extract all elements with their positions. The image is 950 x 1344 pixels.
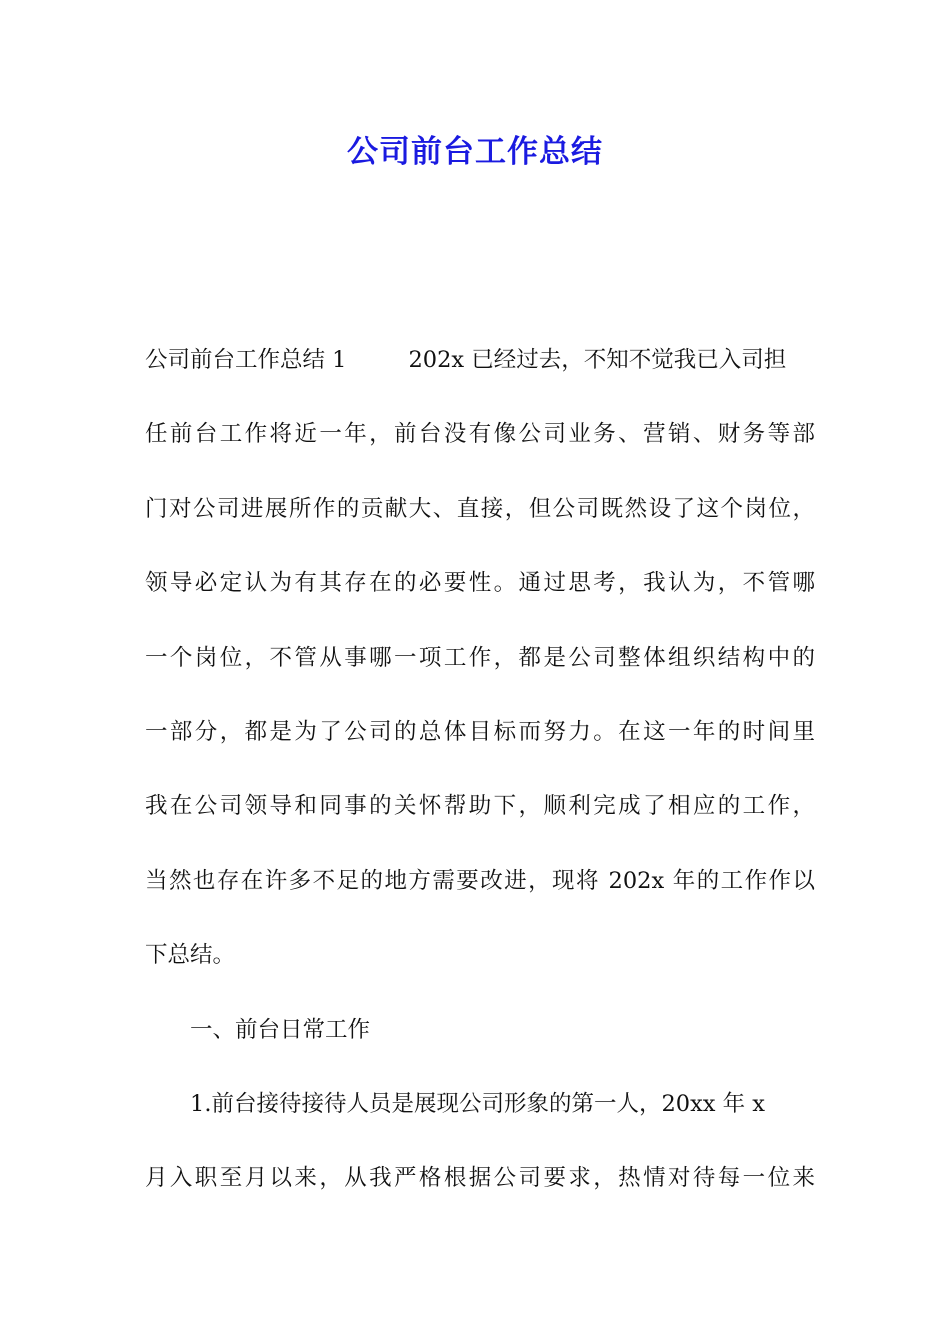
document-body: [145, 336, 815, 1229]
paragraph-line-9: 下总结。: [145, 942, 236, 969]
paragraph-line-2: 任前台工作将近一年，前台没有像公司业务、营销、财务等部: [145, 421, 815, 448]
paragraph-line-6: 一部分，都是为了公司的总体目标而努力。在这一年的时间里: [145, 718, 815, 745]
paragraph-line-4: 领导必定认为有其存在的必要性。通过思考，我认为，不管哪: [145, 570, 815, 597]
paragraph-line-12: 月入职至月以来，从我严格根据公司要求，热情对待每一位来: [145, 1165, 815, 1192]
paragraph-line-3: 门对公司进展所作的贡献大、直接，但公司既然设了这个岗位，: [145, 495, 815, 522]
paragraph-line-8: 当然也存在许多不足的地方需要改进，现将 202x 年的工作作以: [145, 867, 815, 894]
paragraph-line-5: 一个岗位，不管从事哪一项工作，都是公司整体组织结构中的: [145, 644, 815, 671]
paragraph-line-1: [145, 336, 815, 410]
paragraph-line-1-text: 202x 已经过去，不知不觉我已入司担: [408, 347, 787, 373]
section-heading: 一、前台日常工作: [190, 1016, 371, 1043]
section-heading-inline: 公司前台工作总结 1: [145, 347, 347, 373]
paragraph-line-11: 1.前台接待接待人员是展现公司形象的第一人，20xx 年 x: [190, 1090, 765, 1117]
document-title: 公司前台工作总结: [347, 134, 603, 170]
paragraph-line-7: 我在公司领导和同事的关怀帮助下，顺利完成了相应的工作，: [145, 793, 815, 820]
